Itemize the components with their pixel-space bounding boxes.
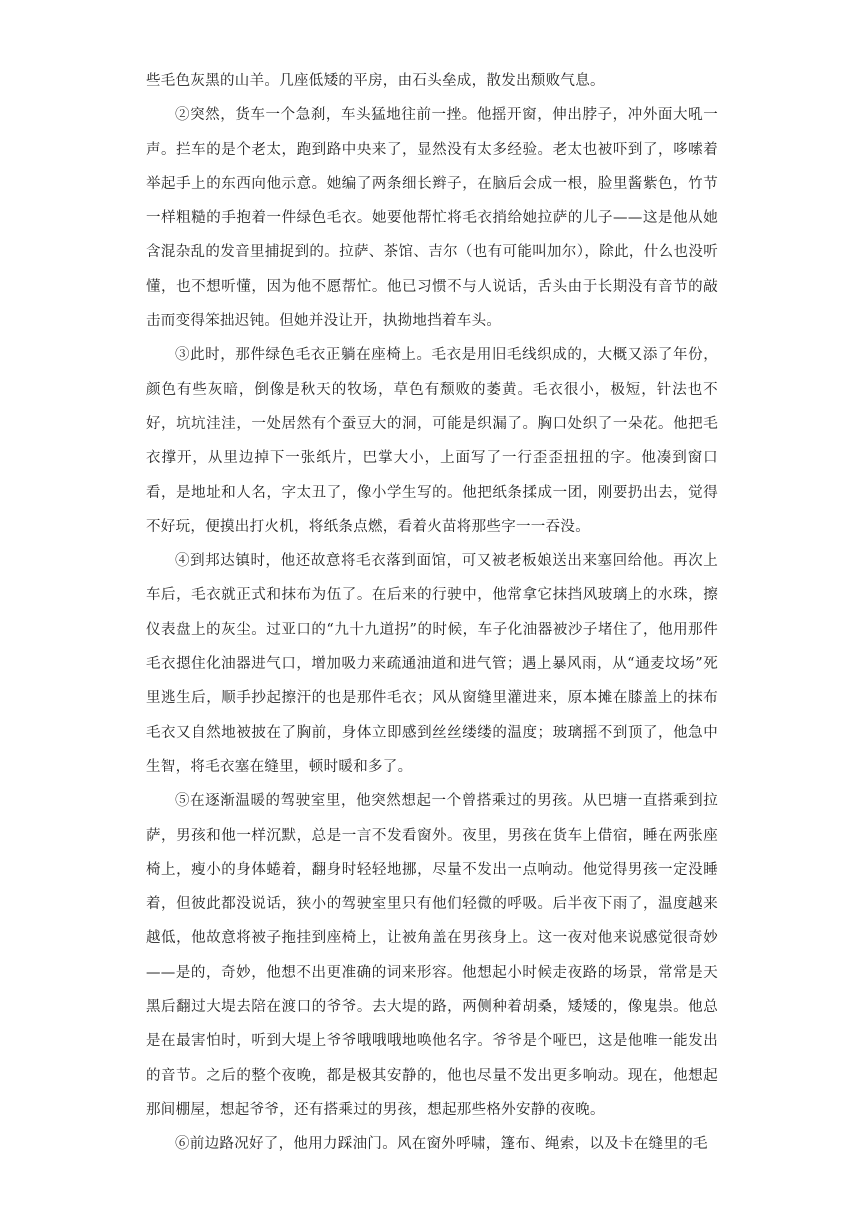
paragraph-4: ④到邦达镇时，他还故意将毛衣落到面馆，可又被老板娘送出来塞回给他。再次上车后，毛衣就正式和抹布为伍了。在后来的行驶中，他常拿它抹挡风玻璃上的水珠，擦仪表盘上的灰尘。过亚口的“九十九道拐”的时候，车子化油器被沙子堵住了，他用那件毛衣摁住化油器进气口，增加吸力来疏通油道和进气管；遇上暴风雨，从“通麦坟场”死里逃生后，顺手抄起擦汗的也是那件毛衣；风从窗缝里灌进来，原本摊在膝盖上的抹布毛衣又自然地被披在了胸前，身体立即感到丝丝缕缕的温度；玻璃摇不到顶了，他急中生智，将毛衣塞在缝里，顿时暖和多了。 (146, 553, 718, 775)
paragraph-6: ⑥前边路况好了，他用力踩油门。风在窗外呼啸，篷布、绳索，以及卡在缝里的毛 (175, 1136, 708, 1153)
paragraph-2: ②突然，货车一个急刹，车头猛地往前一挫。他摇开窗，伸出脖子，冲外面大吼一声。拦车的是个老太，跑到路中央来了，显然没有太多经验。老太也被吓到了，哆嗦着举起手上的东西向他示意。她编了两条细长辫子，在脑后会成一根，脸里酱紫色，竹节一样粗糙的手抱着一件绿色毛衣。她要他帮忙将毛衣捎给她拉萨的儿子——这是他从她含混杂乱的发音里捕捉到的。拉萨、茶馆、吉尔（也有可能叫加尔），除此，什么也没听懂，也不想听懂，因为他不愿帮忙。他已习惯不与人说话，舌头由于长期没有音节的敲击而变得笨拙迟钝。但她并没让开，执拗地挡着车头。 (146, 107, 718, 330)
document-page (146, 64, 718, 1162)
paragraph-3: ③此时，那件绿色毛衣正躺在座椅上。毛衣是用旧毛线织成的，大概又添了年份，颜色有些灰暗，倒像是秋天的牧场，草色有颓败的萎黄。毛衣很小，极短，针法也不好，坑坑洼洼，一处居然有个蚕豆大的洞，可能是织漏了。胸口处织了一朵花。他把毛衣撑开，从里边掉下一张纸片，巴掌大小，上面写了一行歪歪扭扭的字。他凑到窗口看，是地址和人名，字太丑了，像小学生写的。他把纸条揉成一团，刚要扔出去，觉得不好玩，便摸出打火机，将纸条点燃，看着火苗将那些字一一吞没。 (146, 347, 718, 535)
paragraph-continuation: 些毛色灰黑的山羊。几座低矮的平房，由石头垒成，散发出颓败气息。 (146, 73, 605, 89)
paragraph-5: ⑤在逐渐温暖的驾驶室里，他突然想起一个曾搭乘过的男孩。从巴塘一直搭乘到拉萨，男孩和他一样沉默，总是一言不发看窗外。夜里，男孩在货车上借宿，睡在两张座椅上，瘦小的身体蜷着，翻身时轻轻地挪，尽量不发出一点响动。他觉得男孩一定没睡着，但彼此都没说话，狭小的驾驶室里只有他们轻微的呼吸。后半夜下雨了，温度越来越低，他故意将被子拖挂到座椅上，让被角盖在男孩身上。这一夜对他来说感觉很奇妙——是的，奇妙，他想不出更准确的词来形容。他想起小时候走夜路的场景，常常是天黑后翻过大堤去陪在渡口的爷爷。去大堤的路，两侧种着胡桑，矮矮的，像鬼祟。他总是在最害怕时，听到大堤上爷爷哦哦哦地唤他名字。爷爷是个哑巴，这是他唯一能发出的音节。之后的整个夜晚，都是极其安静的，他也尽量不发出更多响动。现在，他想起那间棚屋，想起爷爷，还有搭乘过的男孩，想起那些格外安静的夜晚。 (146, 793, 718, 1118)
